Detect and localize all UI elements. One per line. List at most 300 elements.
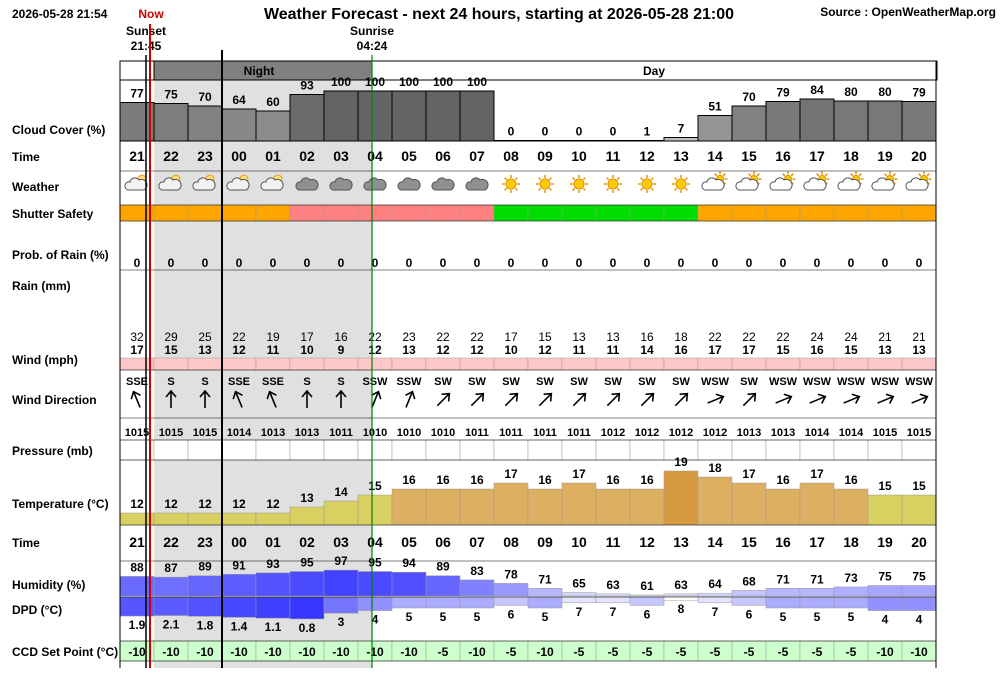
dpd-bar (460, 597, 494, 608)
cloud-bar (358, 91, 392, 141)
sun-disc (540, 179, 550, 189)
wind-direction-text: S (337, 376, 345, 388)
dpd-bar (358, 597, 392, 611)
wind-speed-value: 9 (337, 343, 345, 357)
night-label: Night (243, 64, 275, 78)
humidity-bar (902, 586, 936, 597)
dpd-bar (324, 597, 358, 613)
sunset-label: Sunset (125, 24, 167, 38)
arrow-shaft (437, 394, 448, 405)
now-label: Now (138, 7, 164, 21)
label-ccd-set-point: CCD Set Point (°C) (12, 645, 119, 659)
temperature-value: 18 (708, 461, 722, 475)
hour-label: 17 (809, 148, 825, 164)
ccd-value: -5 (675, 645, 687, 659)
pressure-value: 1012 (600, 427, 626, 439)
wind-bar (630, 358, 664, 370)
cloud-value: 70 (742, 90, 756, 104)
humidity-bar (290, 572, 324, 597)
prob-rain-value: 0 (609, 256, 617, 270)
ccd-value: -10 (366, 645, 384, 659)
sun-ray (607, 178, 609, 180)
temperature-value: 16 (776, 473, 790, 487)
label-shutter-safety: Shutter Safety (12, 207, 94, 221)
humidity-bar (800, 588, 834, 596)
prob-rain-value: 0 (881, 256, 889, 270)
ccd-value: -5 (437, 645, 449, 659)
wind-bar (868, 358, 902, 370)
wind-gust-value: 13 (572, 330, 586, 344)
pressure-value: 1015 (124, 427, 150, 439)
partly-cloudy-day-icon (702, 172, 728, 191)
wind-arrow-icon (468, 390, 487, 409)
wind-direction-text: SSE (261, 376, 285, 388)
hour-label: 06 (435, 534, 451, 550)
wind-direction-text: WSW (870, 376, 900, 388)
arrow-shaft (675, 394, 686, 405)
dpd-value: 4 (371, 612, 379, 627)
wind-direction-text: SSE (125, 376, 149, 388)
hour-label: 15 (741, 534, 757, 550)
wind-gust-value: 22 (470, 330, 484, 344)
shutter-cell (732, 205, 766, 221)
dpd-value: 1.8 (196, 618, 214, 633)
pressure-cell (392, 440, 426, 460)
wind-bar (426, 358, 460, 370)
cloud-value: 100 (330, 75, 352, 89)
label-prob-rain: Prob. of Rain (%) (12, 248, 109, 262)
partly-cloudy-day-icon (736, 172, 762, 191)
dpd-value: 1.4 (230, 619, 248, 634)
temperature-bar (290, 507, 324, 525)
shutter-cell (868, 205, 902, 221)
pressure-cell (494, 440, 528, 460)
ccd-value: -10 (196, 645, 214, 659)
sun-disc (506, 179, 516, 189)
hour-label: 12 (639, 148, 655, 164)
sun-ray (641, 178, 643, 180)
humidity-bar (188, 576, 222, 596)
shutter-cell (324, 205, 358, 221)
pressure-cell (698, 440, 732, 460)
pressure-value: 1011 (533, 427, 557, 439)
sun-ray (607, 188, 609, 190)
cloud-bar (324, 91, 358, 141)
label-wind: Wind (mph) (12, 353, 78, 367)
pressure-value: 1015 (906, 427, 932, 439)
pressure-value: 1014 (226, 427, 252, 439)
prob-rain-value: 0 (677, 256, 685, 270)
wind-direction-text: SW (502, 376, 520, 388)
sun-ray (927, 174, 929, 176)
cloud-value: 75 (164, 87, 178, 102)
temperature-bar (222, 513, 256, 525)
hour-label: 06 (435, 148, 451, 164)
hour-label: 17 (809, 534, 825, 550)
dpd-value: 7 (711, 604, 719, 619)
sun-ray (859, 174, 861, 176)
ccd-value: -5 (709, 645, 721, 659)
humidity-bar (460, 580, 494, 596)
hour-label: 13 (673, 534, 689, 550)
pressure-value: 1014 (804, 427, 830, 439)
wind-speed-value: 17 (130, 343, 144, 357)
wind-direction-text: S (303, 376, 311, 388)
ccd-value: -5 (641, 645, 653, 659)
shutter-cell (460, 205, 494, 221)
sun-ray (685, 178, 687, 180)
wind-gust-value: 15 (538, 330, 552, 344)
temperature-value: 16 (844, 473, 858, 487)
dpd-value: 7 (609, 604, 617, 619)
temperature-bar (800, 483, 834, 525)
temperature-value: 17 (810, 467, 824, 481)
arrow-shaft (743, 394, 754, 405)
ccd-value: -5 (607, 645, 619, 659)
humidity-value: 88 (130, 560, 144, 575)
wind-arrow-icon (638, 390, 657, 409)
prob-rain-value: 0 (745, 256, 753, 270)
dpd-value: 5 (847, 610, 855, 624)
cloud-value: 100 (364, 75, 386, 89)
cloud-shape (432, 178, 454, 190)
sun-ray (573, 188, 575, 190)
hour-label: 20 (911, 148, 927, 164)
humidity-value: 63 (674, 577, 688, 592)
pressure-cell (834, 440, 868, 460)
humidity-bar (222, 574, 256, 596)
temperature-bar (188, 513, 222, 525)
sun-ray (515, 188, 517, 190)
shutter-cell (256, 205, 290, 221)
sun-ray (617, 188, 619, 190)
humidity-bar (392, 572, 426, 596)
temperature-value: 16 (402, 473, 416, 487)
dpd-bar (596, 597, 630, 603)
wind-speed-value: 12 (470, 343, 484, 357)
cloud-value: 100 (398, 75, 420, 89)
sunset-time: 21:45 (130, 39, 162, 53)
wind-bar (902, 358, 936, 370)
wind-gust-value: 32 (130, 330, 144, 344)
temperature-bar (392, 489, 426, 525)
dpd-value: 5 (473, 610, 481, 624)
temperature-value: 16 (640, 473, 654, 487)
hour-label: 09 (537, 534, 553, 550)
wind-speed-value: 11 (606, 343, 620, 357)
arrow-shaft (607, 394, 618, 405)
pressure-value: 1011 (329, 427, 353, 439)
temperature-bar (596, 489, 630, 525)
dpd-value: 1.1 (264, 620, 282, 635)
humidity-value: 94 (402, 556, 416, 571)
cloud-bar (188, 106, 222, 141)
wind-arrow-icon (910, 392, 930, 408)
ccd-value: -5 (505, 645, 517, 659)
wind-gust-value: 22 (368, 330, 382, 344)
sun-disc (608, 179, 618, 189)
dpd-value: 2.1 (162, 617, 180, 632)
humidity-value: 68 (742, 574, 756, 589)
temperature-value: 16 (538, 473, 552, 487)
sun-ray (641, 188, 643, 190)
cloud-shape (702, 178, 724, 190)
wind-direction-text: SW (434, 376, 452, 388)
wind-arrow-icon (502, 390, 521, 409)
humidity-bar (868, 586, 902, 597)
temperature-bar (528, 489, 562, 525)
hour-label: 14 (707, 534, 723, 550)
pressure-value: 1013 (736, 427, 762, 439)
wind-bar (120, 358, 154, 370)
temperature-value: 17 (504, 467, 518, 481)
pressure-cell (460, 440, 494, 460)
wind-speed-value: 17 (708, 343, 722, 357)
temperature-bar (154, 513, 188, 525)
hour-label: 11 (605, 148, 621, 164)
wind-gust-value: 19 (266, 330, 280, 344)
cloud-value: 64 (232, 93, 246, 107)
dpd-bar (494, 597, 528, 605)
humidity-bar (698, 593, 732, 596)
ccd-value: -5 (777, 645, 789, 659)
wind-gust-value: 22 (742, 330, 756, 344)
cloud-shape (736, 178, 758, 190)
wind-arrow-icon (774, 392, 794, 408)
humidity-value: 89 (198, 559, 212, 574)
prob-rain-value: 0 (269, 256, 277, 270)
hour-label: 16 (775, 534, 791, 550)
hour-label: 21 (129, 148, 145, 164)
sun-icon (570, 175, 588, 193)
temperature-value: 16 (470, 473, 484, 487)
prob-rain-value: 0 (201, 256, 209, 270)
dpd-value: 5 (439, 610, 447, 624)
pressure-cell (902, 440, 936, 460)
wind-bar (154, 358, 188, 370)
wind-gust-value: 22 (436, 330, 450, 344)
wind-speed-value: 13 (198, 343, 212, 357)
wind-gust-value: 16 (334, 330, 348, 344)
dpd-bar (902, 597, 936, 611)
pressure-cell (596, 440, 630, 460)
humidity-value: 75 (878, 569, 892, 584)
label-pressure: Pressure (mb) (12, 444, 93, 458)
cloud-shape (125, 178, 147, 190)
arrow-shaft (505, 394, 516, 405)
dpd-value: 6 (643, 607, 651, 622)
sunrise-time: 04:24 (356, 39, 388, 53)
sun-icon (638, 175, 656, 193)
prob-rain-value: 0 (575, 256, 583, 270)
wind-gust-value: 22 (708, 330, 722, 344)
cloud-shape (838, 178, 860, 190)
hour-label: 03 (333, 148, 349, 164)
humidity-value: 87 (164, 561, 178, 576)
wind-bar (800, 358, 834, 370)
label-rain: Rain (mm) (12, 279, 71, 293)
temperature-value: 16 (436, 473, 450, 487)
cloud-shape (398, 178, 420, 190)
shutter-cell (222, 205, 256, 221)
dpd-bar (154, 597, 188, 616)
wind-speed-value: 11 (266, 343, 280, 357)
wind-arrow-icon (434, 390, 453, 409)
pressure-cell (528, 440, 562, 460)
ccd-value: -10 (128, 645, 146, 659)
temperature-bar (698, 477, 732, 525)
humidity-value: 95 (368, 555, 382, 570)
wind-direction-text: SW (638, 376, 656, 388)
cloud-bar (222, 109, 256, 141)
pressure-value: 1013 (294, 427, 320, 439)
wind-bar (596, 358, 630, 370)
sun-icon (502, 175, 520, 193)
pressure-value: 1015 (872, 427, 898, 439)
temperature-bar (358, 495, 392, 525)
hour-label: 05 (401, 534, 417, 550)
shutter-cell (766, 205, 800, 221)
hour-label: 11 (605, 534, 621, 550)
ccd-value: -10 (264, 645, 282, 659)
label-time-2: Time (12, 536, 40, 550)
wind-arrow-icon (706, 392, 726, 408)
humidity-bar (732, 590, 766, 596)
shutter-cell (562, 205, 596, 221)
hour-label: 10 (571, 148, 587, 164)
prob-rain-value: 0 (473, 256, 481, 270)
temperature-value: 15 (368, 479, 382, 493)
wind-arrow-icon (876, 392, 896, 408)
prob-rain-value: 0 (847, 256, 855, 270)
cloud-value: 84 (810, 83, 824, 97)
pressure-cell (120, 440, 154, 460)
cloud-bar (766, 102, 800, 142)
hour-label: 04 (367, 148, 383, 164)
shutter-cell (698, 205, 732, 221)
hour-label: 19 (877, 148, 893, 164)
temperature-bar (324, 501, 358, 525)
wind-gust-value: 24 (810, 330, 824, 344)
dpd-value: 7 (575, 604, 583, 619)
dpd-value: 5 (779, 610, 787, 624)
dpd-bar (800, 597, 834, 608)
sun-ray (723, 174, 725, 176)
wind-direction-text: WSW (904, 376, 934, 388)
cloud-bar (902, 102, 936, 142)
humidity-bar (834, 587, 868, 596)
pressure-value: 1012 (702, 427, 728, 439)
temperature-bar (732, 483, 766, 525)
cloud-value: 70 (198, 90, 212, 104)
wind-direction-text: S (167, 376, 175, 388)
temperature-bar (766, 489, 800, 525)
hour-label: 13 (673, 148, 689, 164)
shutter-cell (528, 205, 562, 221)
wind-speed-value: 12 (436, 343, 450, 357)
label-humidity: Humidity (%) (12, 578, 86, 592)
humidity-value: 71 (538, 572, 552, 587)
shutter-cell (902, 205, 936, 221)
wind-bar (256, 358, 290, 370)
partly-cloudy-day-icon (838, 172, 864, 191)
pressure-cell (188, 440, 222, 460)
sun-ray (885, 174, 887, 176)
label-time: Time (12, 150, 40, 164)
sun-disc (676, 179, 686, 189)
sun-ray (549, 178, 551, 180)
wind-speed-value: 11 (572, 343, 586, 357)
temperature-value: 12 (232, 497, 246, 511)
ccd-value: -10 (162, 645, 180, 659)
sun-ray (851, 174, 853, 176)
wind-bar (222, 358, 256, 370)
hour-label: 23 (197, 534, 213, 550)
sun-ray (675, 188, 677, 190)
humidity-bar (426, 576, 460, 596)
hour-label: 18 (843, 148, 859, 164)
shutter-cell (154, 205, 188, 221)
pressure-value: 1011 (465, 427, 489, 439)
pressure-value: 1013 (260, 427, 286, 439)
hour-label: 14 (707, 148, 723, 164)
cloud-value: 7 (677, 121, 685, 136)
pre-night-band (120, 61, 154, 80)
humidity-bar (494, 583, 528, 596)
sun-icon (672, 175, 690, 193)
hour-label: 00 (231, 534, 247, 550)
sunrise-label: Sunrise (349, 24, 395, 38)
hour-label: 23 (197, 148, 213, 164)
cloud-bar (698, 116, 732, 142)
humidity-value: 91 (232, 558, 246, 573)
sun-ray (515, 178, 517, 180)
humidity-value: 65 (572, 576, 586, 591)
dpd-bar (290, 597, 324, 619)
hour-label: 02 (299, 148, 315, 164)
wind-gust-value: 22 (232, 330, 246, 344)
dpd-bar (528, 597, 562, 608)
wind-direction-text: SW (604, 376, 622, 388)
dpd-bar (732, 597, 766, 605)
wind-direction-text: WSW (700, 376, 730, 388)
hour-label: 19 (877, 534, 893, 550)
prob-rain-value: 0 (235, 256, 243, 270)
wind-direction-text: SSE (227, 376, 251, 388)
humidity-value: 64 (708, 577, 722, 592)
pressure-cell (630, 440, 664, 460)
wind-arrow-icon (401, 390, 417, 410)
dpd-bar (120, 597, 154, 616)
pressure-value: 1015 (192, 427, 218, 439)
prob-rain-value: 0 (779, 256, 787, 270)
hour-label: 22 (163, 148, 179, 164)
sun-ray (573, 178, 575, 180)
pressure-value: 1012 (668, 427, 694, 439)
dpd-bar (630, 597, 664, 605)
temperature-bar (460, 489, 494, 525)
pressure-cell (868, 440, 902, 460)
wind-gust-value: 24 (844, 330, 858, 344)
dpd-value: 6 (507, 607, 515, 622)
temperature-value: 16 (606, 473, 620, 487)
dpd-bar (426, 597, 460, 608)
prob-rain-value: 0 (507, 256, 515, 270)
timestamp: 2026-05-28 21:54 (12, 7, 108, 21)
dpd-value: 0.8 (298, 620, 316, 635)
prob-rain-value: 0 (915, 256, 923, 270)
prob-rain-value: 0 (439, 256, 447, 270)
